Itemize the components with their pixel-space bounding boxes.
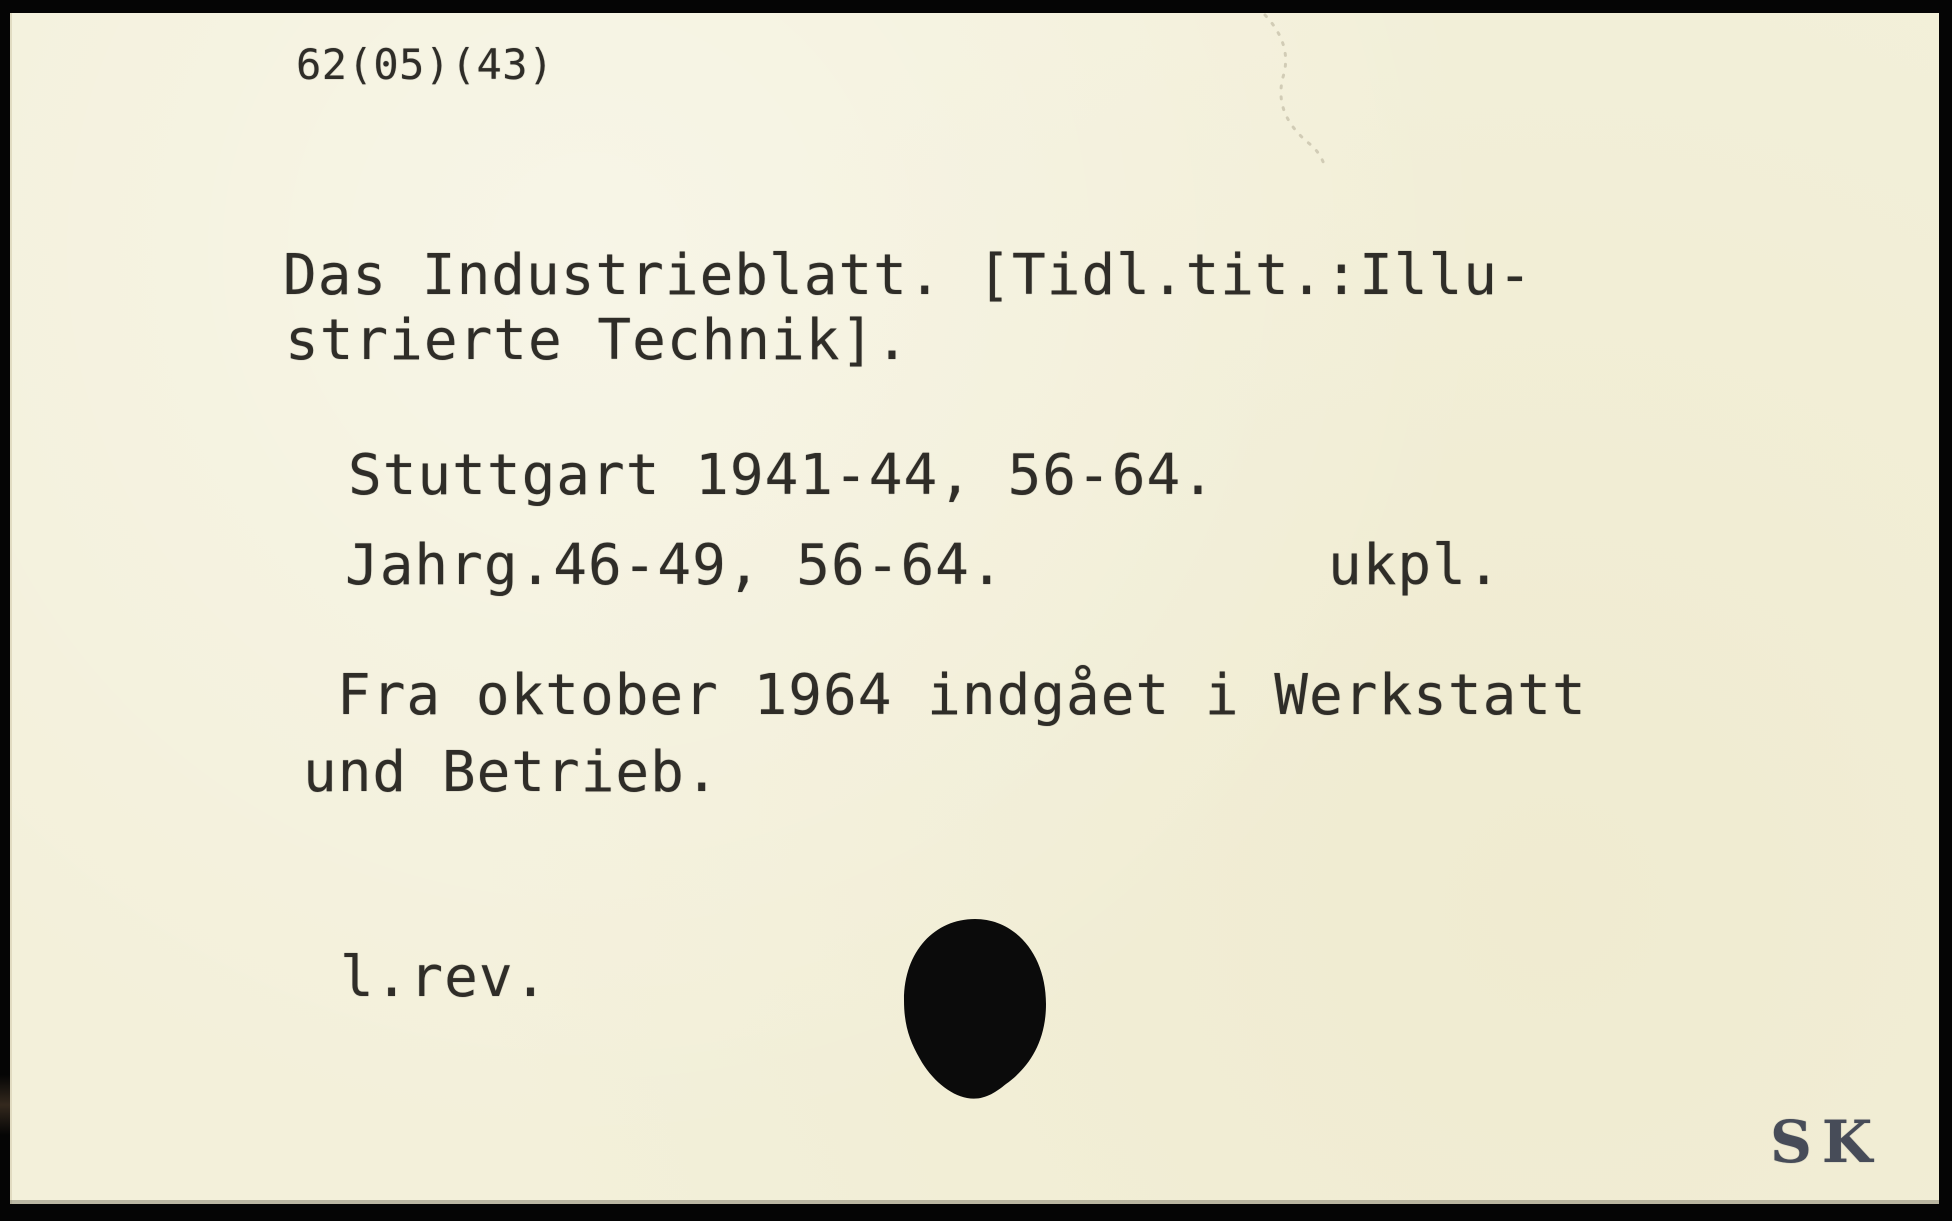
note-line-2: und Betrieb.	[303, 740, 720, 805]
revision-note: l.rev.	[340, 945, 549, 1010]
holdings-status: ukpl.	[1328, 533, 1502, 598]
library-stamp: SK	[1770, 1108, 1883, 1176]
title-line-2: strierte Technik].	[285, 308, 910, 373]
punch-hole	[903, 918, 1047, 1102]
note-line-1: Fra oktober 1964 indgået i Werkstatt	[337, 663, 1587, 728]
holdings-volumes: Jahrg.46-49, 56-64.	[345, 533, 1005, 598]
title-line-1: Das Industrieblatt. [Tidl.tit.:Illu-	[283, 243, 1533, 308]
holdings-place-years: Stuttgart 1941-44, 56-64.	[348, 443, 1216, 508]
edge-artifact	[0, 1075, 10, 1135]
scratch-mark	[1240, 13, 1360, 193]
classification-number: 62(05)(43)	[296, 40, 554, 89]
